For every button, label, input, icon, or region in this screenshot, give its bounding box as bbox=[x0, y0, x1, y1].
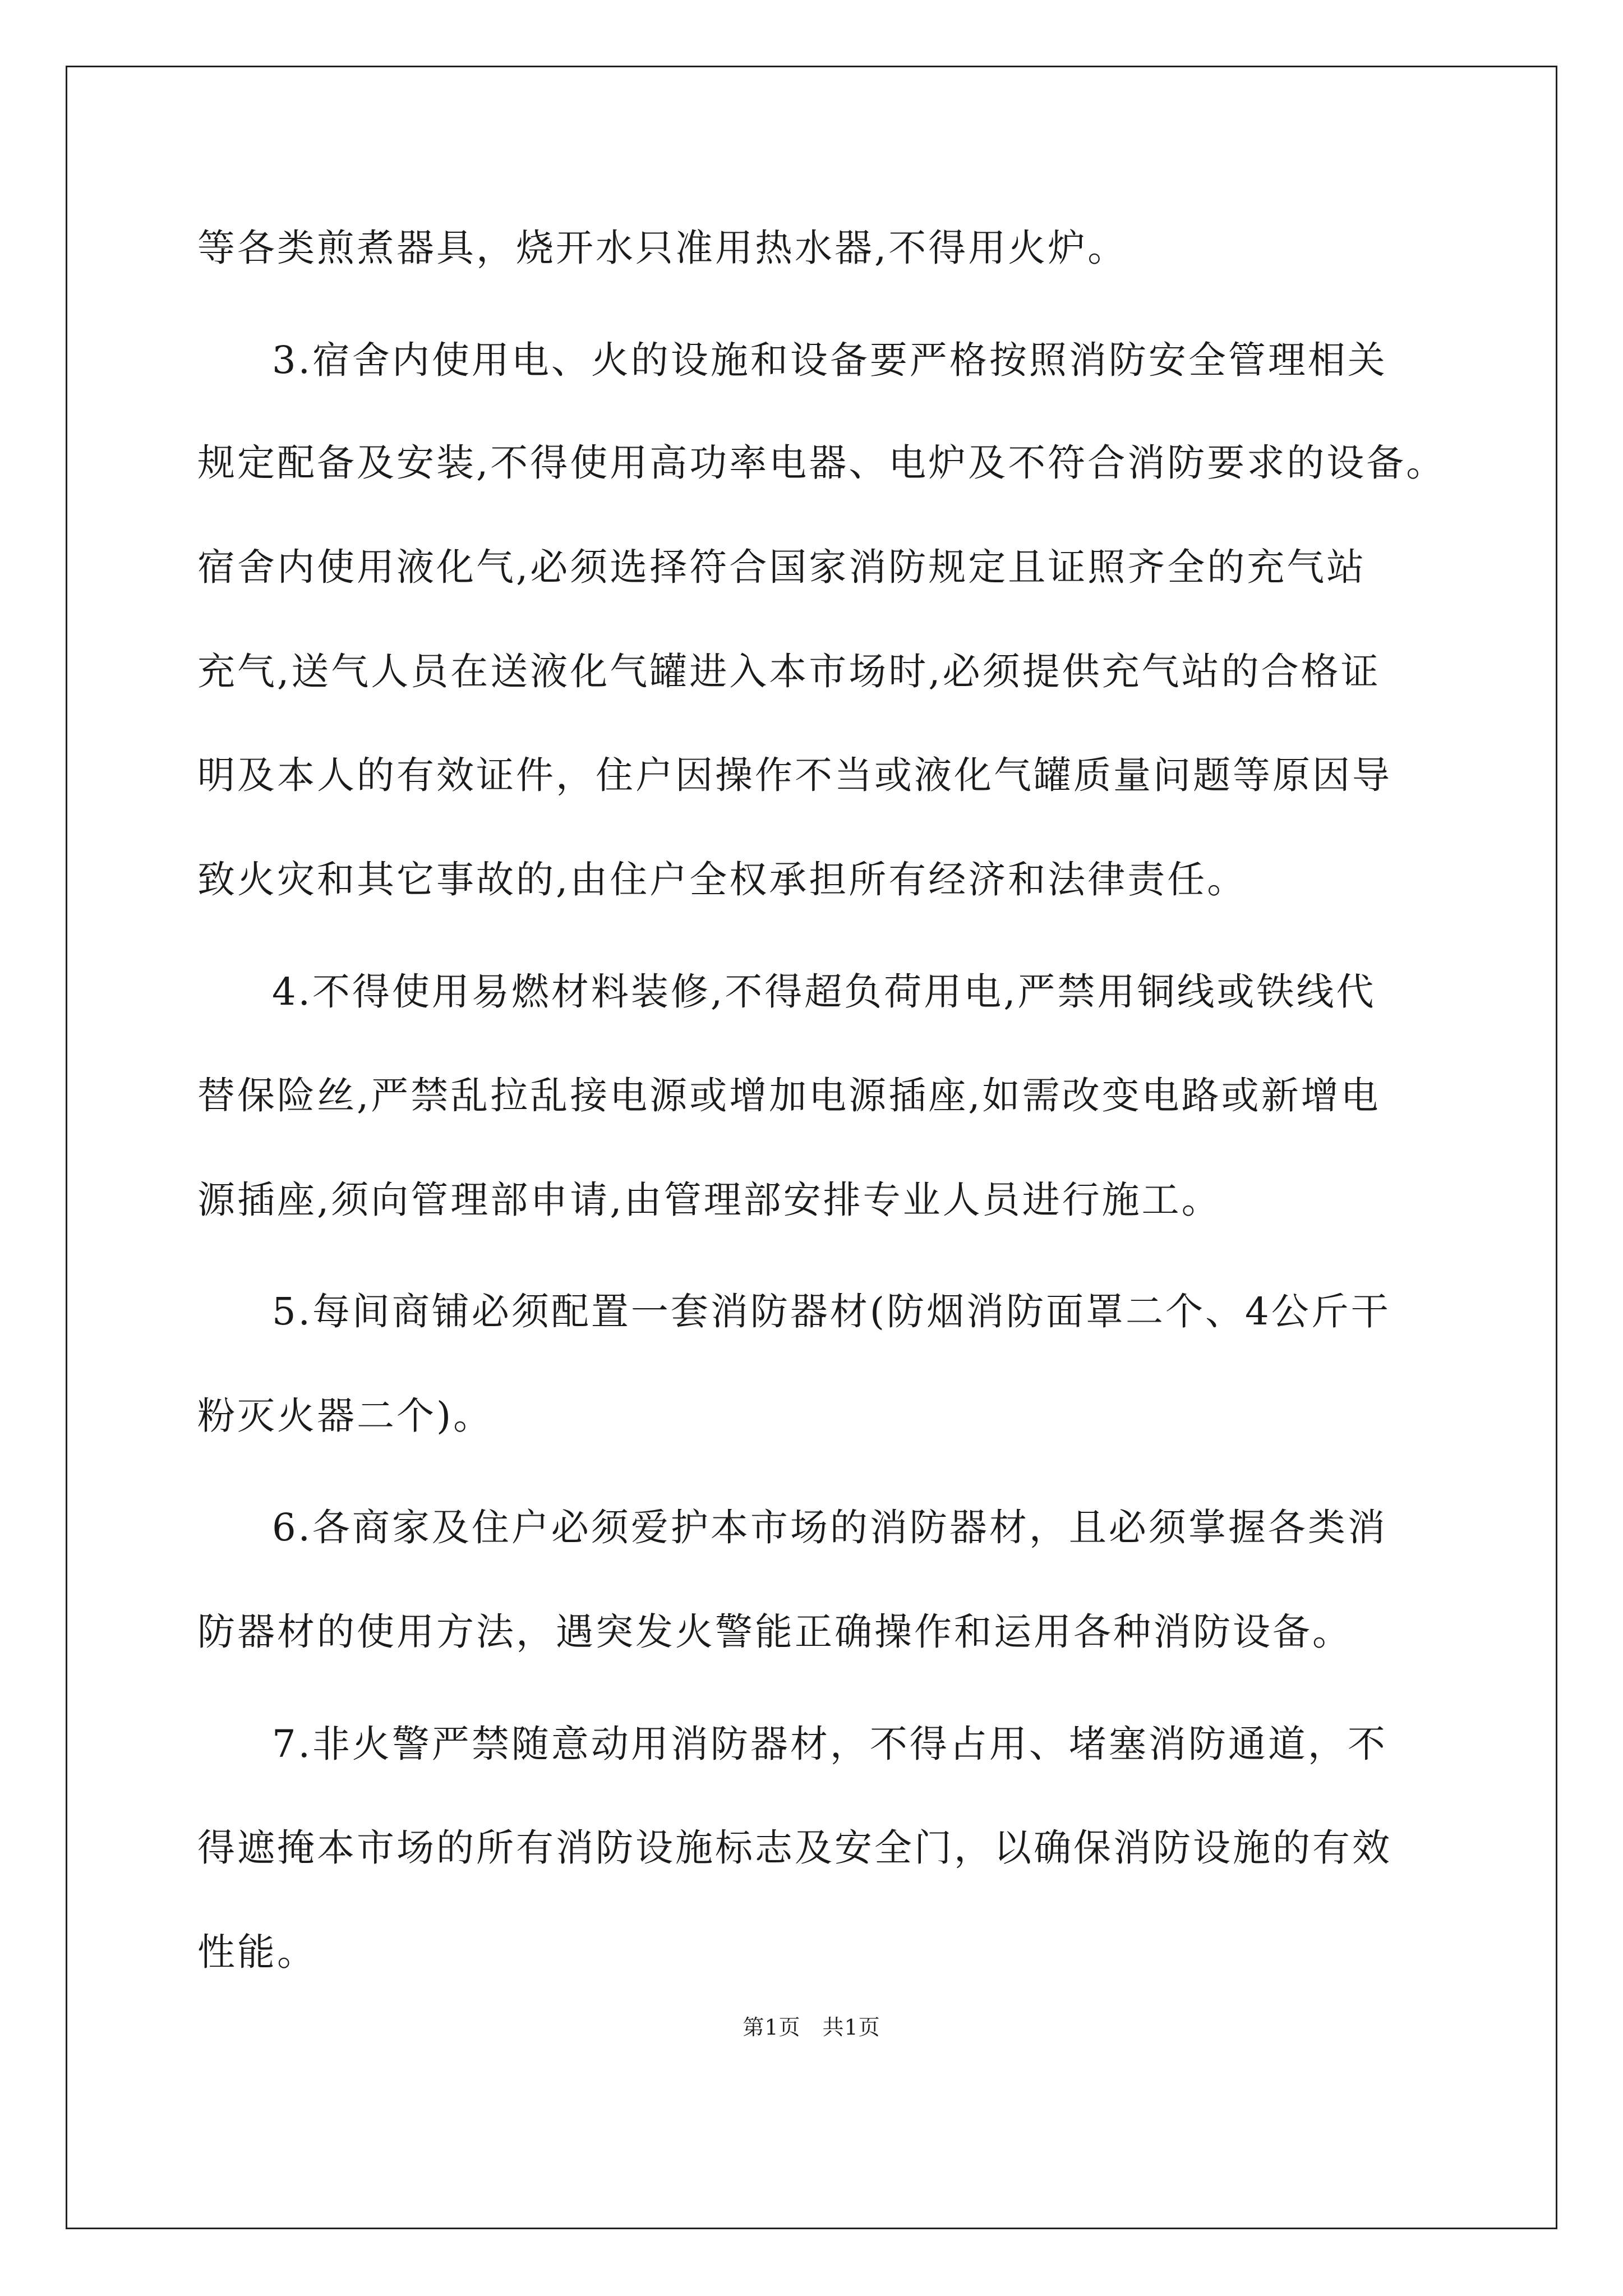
text-line: 6.各商家及住户必须爱护本市场的消防器材，且必须掌握各类消 bbox=[272, 1506, 1387, 1549]
text-line: 替保险丝,严禁乱拉乱接电源或增加电源插座,如需改变电路或新增电 bbox=[197, 1074, 1381, 1117]
text-line: 充气,送气人员在送液化气罐进入本市场时,必须提供充气站的合格证 bbox=[197, 650, 1381, 693]
page-footer: 第1页 共1页 bbox=[743, 2015, 880, 2040]
text-line: 粉灭火器二个)。 bbox=[197, 1394, 494, 1438]
text-line: 明及本人的有效证件，住户因操作不当或液化气罐质量问题等原因导 bbox=[197, 753, 1392, 797]
page-border bbox=[66, 66, 1557, 2229]
text-line: 规定配备及安装,不得使用高功率电器、电炉及不符合消防要求的设备。 bbox=[197, 441, 1446, 485]
text-line: 性能。 bbox=[197, 1930, 317, 1974]
text-line: 宿舍内使用液化气,必须选择符合国家消防规定且证照齐全的充气站 bbox=[197, 545, 1367, 589]
text-line: 致火灾和其它事故的,由住户全权承担所有经济和法律责任。 bbox=[197, 858, 1247, 901]
text-line: 得遮掩本市场的所有消防设施标志及安全门，以确保消防设施的有效 bbox=[197, 1826, 1392, 1870]
text-line: 源插座,须向管理部申请,由管理部安排专业人员进行施工。 bbox=[197, 1178, 1221, 1222]
text-line: 5.每间商铺必须配置一套消防器材(防烟消防面罩二个、4公斤干 bbox=[272, 1290, 1391, 1333]
text-line: 7.非火警严禁随意动用消防器材，不得占用、堵塞消防通道，不 bbox=[272, 1722, 1387, 1766]
text-line: 防器材的使用方法，遇突发火警能正确操作和运用各种消防设备。 bbox=[197, 1610, 1352, 1654]
text-line: 3.宿舍内使用电、火的设施和设备要严格按照消防安全管理相关 bbox=[272, 338, 1387, 382]
text-line: 等各类煎煮器具，烧开水只准用热水器,不得用火炉。 bbox=[197, 226, 1128, 270]
text-line: 4.不得使用易燃材料装修,不得超负荷用电,严禁用铜线或铁线代 bbox=[272, 970, 1376, 1014]
